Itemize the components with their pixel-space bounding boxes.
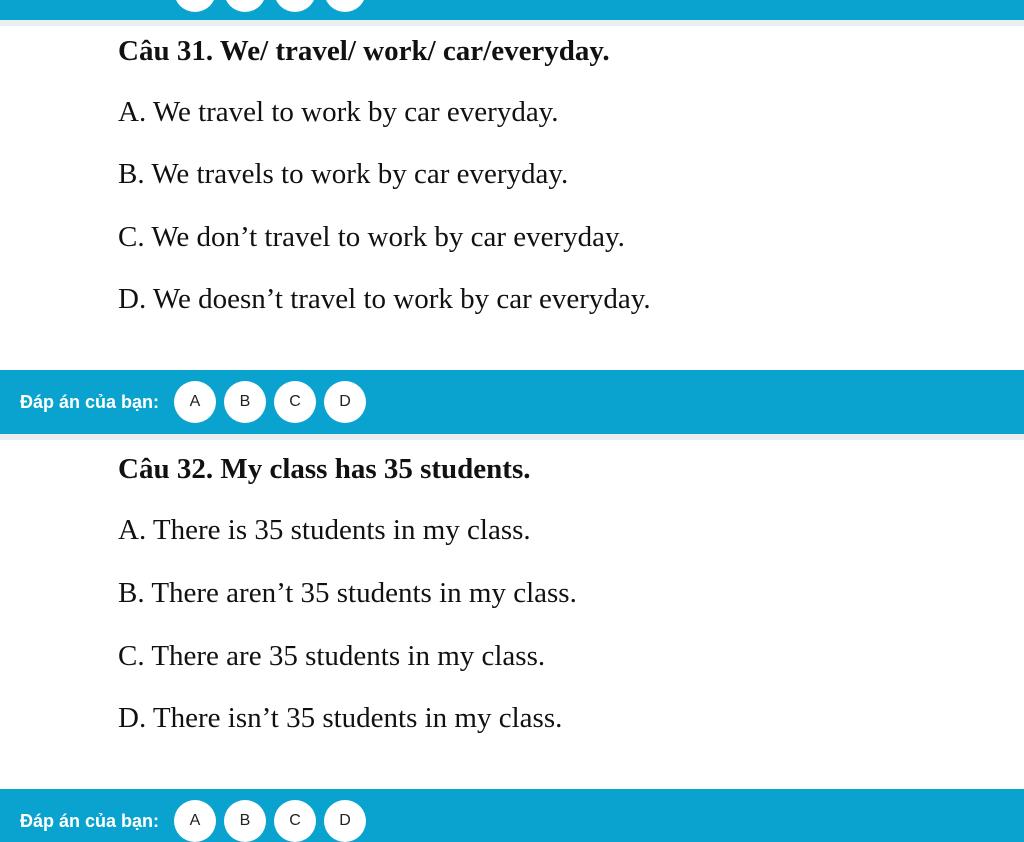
answer-choice-c[interactable]: C: [274, 381, 316, 423]
answer-label: Đáp án của bạn:: [20, 392, 160, 412]
answer-choices-32: [174, 800, 366, 842]
option-c: C. We don’t travel to work by car everyday.: [118, 221, 625, 253]
answer-choice-d[interactable]: [324, 0, 366, 12]
divider: [0, 434, 1024, 440]
option-d: D. We doesn’t travel to work by car everyday.: [118, 283, 651, 315]
answer-choices-31: [174, 381, 366, 423]
option-a: A. We travel to work by car everyday.: [118, 96, 559, 128]
answer-choice-c[interactable]: C: [274, 800, 316, 842]
question-title: Câu 32. My class has 35 students.: [118, 453, 531, 485]
answer-choice-b[interactable]: [224, 0, 266, 12]
option-b: B. There aren’t 35 students in my class.: [118, 577, 577, 609]
answer-choice-d[interactable]: D: [324, 381, 366, 423]
answer-choice-b[interactable]: B: [224, 381, 266, 423]
answer-choice-d[interactable]: D: [324, 800, 366, 842]
option-d: D. There isn’t 35 students in my class.: [118, 702, 563, 734]
answer-bar-31: [0, 370, 1024, 434]
option-c: C. There are 35 students in my class.: [118, 640, 546, 672]
answer-bar-32: [0, 789, 1024, 842]
option-b: B. We travels to work by car everyday.: [118, 158, 569, 190]
question-title: Câu 31. We/ travel/ work/ car/everyday.: [118, 35, 610, 67]
answer-choice-a[interactable]: A: [174, 800, 216, 842]
answer-label: Đáp án của bạn:: [20, 811, 160, 831]
answer-choice-c[interactable]: [274, 0, 316, 12]
answer-choice-b[interactable]: B: [224, 800, 266, 842]
answer-bar-previous: [0, 0, 1024, 20]
answer-choice-a[interactable]: [174, 0, 216, 12]
divider: [0, 20, 1024, 26]
answer-choice-a[interactable]: A: [174, 381, 216, 423]
option-a: A. There is 35 students in my class.: [118, 514, 531, 546]
answer-choices-previous: [174, 0, 366, 12]
